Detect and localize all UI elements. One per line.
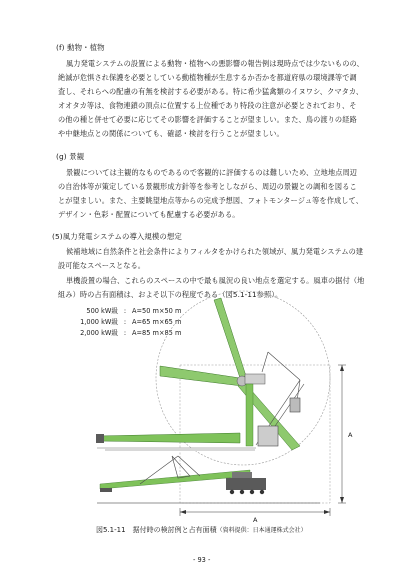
blade-left [160, 366, 242, 386]
section-5-line: 単機設置の場合、これらのスペースの中で最も風況の良い地点を選定する。風車の据付（地 [66, 276, 365, 285]
spec-area: A=65 m×65 m [132, 318, 182, 326]
nacelle [245, 374, 265, 384]
section-g-line: の自治体等が策定している景観形成方針等を参考としながら、周辺の景観との調和を図るこ [58, 182, 357, 191]
section-f-line: オオタカ等は、食物連鎖の頂点に位置する上位種であり特段の注意が必要とされており、そ [58, 101, 357, 110]
spec-colon: : [123, 329, 127, 337]
section-g-line: とが望ましい。また、主要眺望地点等からの完成予想図、フォトモンタージュ等を作成して、 [58, 196, 363, 205]
spec-area: A=85 m×85 m [132, 329, 182, 337]
spec-colon: : [123, 307, 127, 315]
spec-class: 1,000 kW級 [80, 318, 118, 326]
section-f-line: 風力発電システムの設置による動物・植物への悪影響の報告例は現時点では少ないものの、 [66, 59, 364, 68]
page-number: - 93 - [193, 556, 211, 564]
section-g-line: 景観については主観的なものであるので客観的に評価するのは難しいため、立地地点周辺 [66, 168, 358, 177]
figure-caption [96, 525, 307, 535]
section-5-line: 組み）時の占有面積は、およそ以下の程度である（図5.1-11参照）。 [58, 290, 283, 299]
section-5-heading: (5)風力発電システムの導入規模の想定 [52, 232, 182, 241]
spec-area: A=50 m×50 m [132, 307, 182, 315]
section-g-heading: (g) 景観 [56, 152, 85, 161]
section-f-line: 絶滅が危惧され保護を必要としている動植物種が生息するか否かを都道府県の環境課等で調 [58, 73, 357, 82]
spec-class: 2,000 kW級 [80, 329, 118, 337]
rotor-blades [160, 298, 300, 450]
section-f-line: の他の種と併せて必要に応じてその影響を評価することが望ましい。また、鳥の渡りの経路 [58, 115, 357, 124]
section-f-line: や中継地点との関係についても、確認・検討を行うことが望ましい。 [58, 129, 284, 138]
tower-vertical [246, 384, 253, 446]
spec-colon: : [123, 318, 127, 326]
section-f-heading: (f) 動物・植物 [56, 43, 105, 52]
crane-lower [100, 456, 266, 494]
section-f-line: 査し、それらへの配慮の有無を検討する必要がある。特に希少猛禽類のイヌワシ、クマタカ、 [58, 87, 364, 96]
figure-caption-source: （資料提供：日本通運株式会社） [216, 527, 307, 534]
section-5-line: 設可能なスペースとなる。 [58, 261, 146, 270]
figure-caption-title: 図5.1-11 据付時の検討例と占有面積 [96, 526, 217, 534]
section-5-line: 候補地域に自然条件と社会条件によりフィルタをかけられた領域が、風力発電システムの建 [66, 247, 364, 256]
ground-hatch [105, 448, 255, 451]
spec-class: 500 kW級 [86, 307, 118, 315]
tower-base-block [96, 434, 104, 443]
dimension-label-side: A [348, 431, 353, 439]
blade-upper [214, 298, 246, 378]
section-g-line: デザイン・色彩・配置についても配慮する必要がある。 [58, 210, 240, 219]
tower-horizontal [98, 433, 240, 443]
dimension-label-bottom: A [253, 516, 258, 524]
